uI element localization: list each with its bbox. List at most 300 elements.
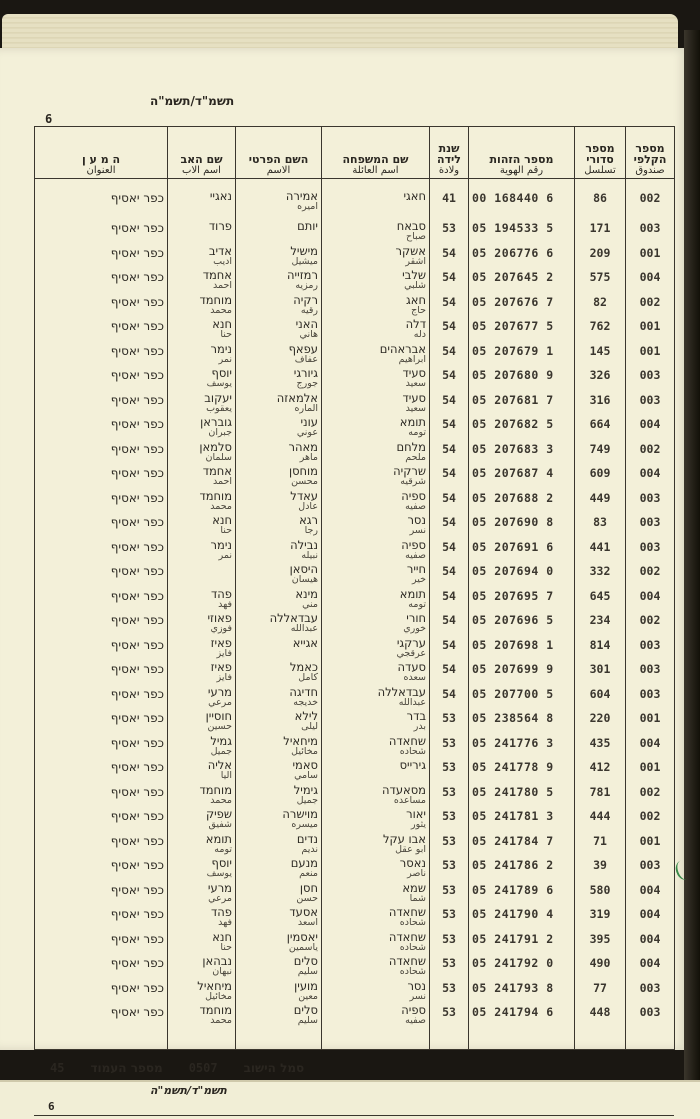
table-row — [35, 246, 675, 271]
box-no-cell: 004 — [626, 417, 675, 442]
locality-code: 0507 — [188, 1061, 218, 1075]
father-name-cell: תומא تومه — [168, 834, 236, 859]
header-box-no: מספר הקלפי صندوق — [626, 127, 675, 179]
id-no-cell: 05 207682 5 — [469, 417, 575, 442]
first-name-cell: יאסמין ياسمين — [236, 932, 322, 957]
box-no-cell: 002 — [626, 442, 675, 467]
box-no-cell: 001 — [626, 711, 675, 736]
address-cell: כפר יאסיף — [35, 956, 168, 981]
first-name-cell: מוחסן محسن — [236, 466, 322, 491]
id-no-cell: 05 241793 8 — [469, 981, 575, 1006]
family-name-cell: חאגי — [322, 179, 430, 222]
box-no-cell: 003 — [626, 368, 675, 393]
first-name-cell: מישיל ميشيل — [236, 246, 322, 271]
family-name-cell: סבאח صباح — [322, 221, 430, 246]
family-name-cell: חייר خير — [322, 564, 430, 589]
table-row — [35, 785, 675, 810]
family-name-cell: ערקגי عرقجي — [322, 638, 430, 663]
id-no-cell: 05 241790 4 — [469, 907, 575, 932]
father-name-cell: יוסף يوسف — [168, 368, 236, 393]
serial-no-cell: 604 — [575, 687, 626, 712]
box-no-cell: 003 — [626, 662, 675, 687]
birth-year-cell: 54 — [430, 295, 469, 320]
address-cell: כפר יאסיף — [35, 785, 168, 810]
serial-no-cell: 435 — [575, 736, 626, 761]
father-name-cell: סלמאן سلمان — [168, 442, 236, 467]
father-name-cell: חנא حنا — [168, 515, 236, 540]
birth-year-cell: 53 — [430, 221, 469, 246]
id-no-cell: 05 241786 2 — [469, 858, 575, 883]
family-name-cell: מסאעדה مساعده — [322, 785, 430, 810]
table-row — [35, 932, 675, 957]
birth-year-cell: 54 — [430, 246, 469, 271]
table-row — [35, 466, 675, 491]
family-name-cell: שלבי شلبي — [322, 270, 430, 295]
birth-year-cell: 54 — [430, 417, 469, 442]
family-name-cell: שחאדה شحاده — [322, 736, 430, 761]
birth-year-cell: 54 — [430, 662, 469, 687]
id-no-cell: 05 241776 3 — [469, 736, 575, 761]
box-no-cell: 003 — [626, 540, 675, 565]
address-cell: כפר יאסיף — [35, 907, 168, 932]
serial-no-cell: 781 — [575, 785, 626, 810]
id-no-cell: 05 207683 3 — [469, 442, 575, 467]
serial-no-cell: 301 — [575, 662, 626, 687]
table-row — [35, 589, 675, 614]
birth-year-cell: 53 — [430, 883, 469, 908]
first-name-cell: סאמי سامي — [236, 760, 322, 785]
family-name-cell: אשקר اشقر — [322, 246, 430, 271]
box-no-cell: 002 — [626, 613, 675, 638]
box-no-cell: 004 — [626, 956, 675, 981]
table-row — [35, 393, 675, 418]
table-row — [35, 1005, 675, 1050]
birth-year-cell: 54 — [430, 491, 469, 516]
header-id-no: מספר הזהות رقم الهوية — [469, 127, 575, 179]
father-name-cell: גובראן جبران — [168, 417, 236, 442]
box-no-cell: 003 — [626, 981, 675, 1006]
box-no-cell: 004 — [626, 907, 675, 932]
family-name-cell: תומא تومه — [322, 417, 430, 442]
father-name-cell: מוחמד محمد — [168, 491, 236, 516]
serial-no-cell: 749 — [575, 442, 626, 467]
address-cell: כפר יאסיף — [35, 442, 168, 467]
birth-year-cell: 54 — [430, 687, 469, 712]
father-name-cell: פהד فهد — [168, 907, 236, 932]
table-row — [35, 442, 675, 467]
address-cell: כפר יאסיף — [35, 981, 168, 1006]
next-page-number: 6 — [48, 1100, 55, 1113]
father-name-cell: נאגיי — [168, 179, 236, 222]
next-page-strip — [0, 1080, 700, 1119]
table-row — [35, 179, 675, 222]
serial-no-cell: 664 — [575, 417, 626, 442]
family-name-cell: חורי خوري — [322, 613, 430, 638]
birth-year-cell: 54 — [430, 466, 469, 491]
serial-no-cell: 609 — [575, 466, 626, 491]
birth-year-cell: 54 — [430, 589, 469, 614]
address-cell: כפר יאסיף — [35, 687, 168, 712]
id-no-cell: 05 207700 5 — [469, 687, 575, 712]
serial-no-cell: 490 — [575, 956, 626, 981]
first-name-cell: חדיגה خديجه — [236, 687, 322, 712]
table-row — [35, 809, 675, 834]
address-cell: כפר יאסיף — [35, 221, 168, 246]
father-name-cell: אחמד احمد — [168, 270, 236, 295]
page-number: 6 — [45, 112, 53, 126]
table-row — [35, 221, 675, 246]
first-name-cell: לילא ليلى — [236, 711, 322, 736]
serial-no-cell: 86 — [575, 179, 626, 222]
family-name-cell: סעדה سعده — [322, 662, 430, 687]
address-cell: כפר יאסיף — [35, 540, 168, 565]
birth-year-cell: 54 — [430, 638, 469, 663]
box-no-cell: 003 — [626, 491, 675, 516]
birth-year-cell: 54 — [430, 613, 469, 638]
birth-year-cell: 53 — [430, 760, 469, 785]
first-name-cell: רקיה رقيه — [236, 295, 322, 320]
box-no-cell: 004 — [626, 736, 675, 761]
next-page-title: תשמ"ד/תשמ"ה — [150, 1084, 227, 1097]
first-name-cell: מאהר ماهر — [236, 442, 322, 467]
first-name-cell: כאמל كامل — [236, 662, 322, 687]
father-name-cell: מוחמד محمد — [168, 295, 236, 320]
address-cell: כפר יאסיף — [35, 858, 168, 883]
box-no-cell: 001 — [626, 319, 675, 344]
first-name-cell: מינא مني — [236, 589, 322, 614]
first-name-cell: גיורגי جورج — [236, 368, 322, 393]
birth-year-cell: 54 — [430, 564, 469, 589]
box-no-cell: 003 — [626, 638, 675, 663]
address-cell: כפר יאסיף — [35, 344, 168, 369]
box-no-cell: 004 — [626, 270, 675, 295]
box-no-cell: 003 — [626, 515, 675, 540]
id-no-cell: 05 238564 8 — [469, 711, 575, 736]
box-no-cell: 003 — [626, 858, 675, 883]
first-name-cell: סלים سليم — [236, 1005, 322, 1050]
father-name-cell: מוחמד محمد — [168, 785, 236, 810]
address-cell: כפר יאסיף — [35, 638, 168, 663]
family-name-cell: אבו עקל ابو عقل — [322, 834, 430, 859]
family-name-cell: יאור يثور — [322, 809, 430, 834]
table-row — [35, 344, 675, 369]
father-name-cell: מיחאיל مخائيل — [168, 981, 236, 1006]
serial-no-cell: 39 — [575, 858, 626, 883]
father-name-cell: יעקוב يعقوب — [168, 393, 236, 418]
serial-no-cell: 82 — [575, 295, 626, 320]
id-no-cell: 05 207645 2 — [469, 270, 575, 295]
table-row — [35, 319, 675, 344]
address-cell: כפר יאסיף — [35, 368, 168, 393]
serial-no-cell: 580 — [575, 883, 626, 908]
family-name-cell: שחאדה شحاده — [322, 956, 430, 981]
family-name-cell: חאג حاج — [322, 295, 430, 320]
address-cell: כפר יאסיף — [35, 834, 168, 859]
father-name-cell: נימר نمر — [168, 540, 236, 565]
father-name-cell: מוחמד محمد — [168, 1005, 236, 1050]
first-name-cell: מוישרה ميسره — [236, 809, 322, 834]
address-cell: כפר יאסיף — [35, 246, 168, 271]
box-no-cell: 003 — [626, 687, 675, 712]
table-row — [35, 295, 675, 320]
first-name-cell: היסאן هيسان — [236, 564, 322, 589]
address-cell: כפר יאסיף — [35, 736, 168, 761]
id-no-cell: 05 207698 1 — [469, 638, 575, 663]
page-label: מספר העמוד — [90, 1061, 163, 1075]
table-row — [35, 883, 675, 908]
id-no-cell: 05 241794 6 — [469, 1005, 575, 1050]
address-cell: כפר יאסיף — [35, 179, 168, 222]
father-name-cell: אחמד احمد — [168, 466, 236, 491]
family-name-cell: ספיה صفيه — [322, 1005, 430, 1050]
box-no-cell: 001 — [626, 834, 675, 859]
table-row — [35, 687, 675, 712]
first-name-cell: נדים نديم — [236, 834, 322, 859]
birth-year-cell: 54 — [430, 393, 469, 418]
father-name-cell: שפיק شفيق — [168, 809, 236, 834]
address-cell: כפר יאסיף — [35, 295, 168, 320]
box-no-cell: 004 — [626, 466, 675, 491]
table-row — [35, 760, 675, 785]
box-no-cell: 002 — [626, 564, 675, 589]
birth-year-cell: 53 — [430, 809, 469, 834]
family-name-cell: שמא شما — [322, 883, 430, 908]
address-cell: כפר יאסיף — [35, 564, 168, 589]
first-name-cell: סלים سليم — [236, 956, 322, 981]
box-no-cell: 001 — [626, 344, 675, 369]
father-name-cell: יוסף يوسف — [168, 858, 236, 883]
first-name-cell: גימיל جميل — [236, 785, 322, 810]
table-row — [35, 491, 675, 516]
box-no-cell: 002 — [626, 785, 675, 810]
header-father-name: שם האב اسم الاب — [168, 127, 236, 179]
serial-no-cell: 145 — [575, 344, 626, 369]
father-name-cell: חנא حنا — [168, 932, 236, 957]
table-row — [35, 858, 675, 883]
box-no-cell: 003 — [626, 1005, 675, 1050]
serial-no-cell: 395 — [575, 932, 626, 957]
address-cell: כפר יאסיף — [35, 515, 168, 540]
serial-no-cell: 448 — [575, 1005, 626, 1050]
table-row — [35, 270, 675, 295]
box-no-cell: 003 — [626, 393, 675, 418]
birth-year-cell: 54 — [430, 442, 469, 467]
locality-label: סמל הישוב — [243, 1061, 305, 1075]
birth-year-cell: 53 — [430, 956, 469, 981]
table-row — [35, 662, 675, 687]
serial-no-cell: 412 — [575, 760, 626, 785]
family-name-cell: בדר بدر — [322, 711, 430, 736]
box-no-cell: 004 — [626, 932, 675, 957]
id-no-cell: 05 194533 5 — [469, 221, 575, 246]
box-no-cell: 003 — [626, 221, 675, 246]
serial-no-cell: 83 — [575, 515, 626, 540]
header-first-name: השם הפרטי الاسم — [236, 127, 322, 179]
family-name-cell: שחאדה شحاده — [322, 932, 430, 957]
father-name-cell: גמיל جميل — [168, 736, 236, 761]
page-footer — [50, 1061, 400, 1075]
table-row — [35, 540, 675, 565]
id-no-cell: 00 168440 6 — [469, 179, 575, 222]
binding-shadow — [684, 30, 700, 1117]
table-row — [35, 515, 675, 540]
birth-year-cell: 41 — [430, 179, 469, 222]
first-name-cell: נבילה نبيله — [236, 540, 322, 565]
table-row — [35, 564, 675, 589]
table-row — [35, 956, 675, 981]
serial-no-cell: 234 — [575, 613, 626, 638]
serial-no-cell: 171 — [575, 221, 626, 246]
birth-year-cell: 54 — [430, 270, 469, 295]
address-cell: כפר יאסיף — [35, 711, 168, 736]
father-name-cell: נבהאן نبهان — [168, 956, 236, 981]
serial-no-cell: 71 — [575, 834, 626, 859]
birth-year-cell: 54 — [430, 540, 469, 565]
address-cell: כפר יאסיף — [35, 613, 168, 638]
birth-year-cell: 53 — [430, 736, 469, 761]
birth-year-cell: 53 — [430, 834, 469, 859]
first-name-cell: אמירה اميره — [236, 179, 322, 222]
serial-no-cell: 209 — [575, 246, 626, 271]
family-name-cell: עבדאללה عبدالله — [322, 687, 430, 712]
father-name-cell: פרוד — [168, 221, 236, 246]
address-cell: כפר יאסיף — [35, 1005, 168, 1050]
address-cell: כפר יאסיף — [35, 393, 168, 418]
serial-no-cell: 77 — [575, 981, 626, 1006]
family-name-cell: תומא تومه — [322, 589, 430, 614]
birth-year-cell: 54 — [430, 319, 469, 344]
address-cell: כפר יאסיף — [35, 319, 168, 344]
id-no-cell: 05 206776 6 — [469, 246, 575, 271]
first-name-cell: מנעם منعم — [236, 858, 322, 883]
id-no-cell: 05 207677 5 — [469, 319, 575, 344]
table-header-row — [35, 127, 675, 179]
box-no-cell: 002 — [626, 809, 675, 834]
first-name-cell: מועין معين — [236, 981, 322, 1006]
id-no-cell: 05 241784 7 — [469, 834, 575, 859]
box-no-cell: 001 — [626, 246, 675, 271]
family-name-cell: אבראהים ابراهيم — [322, 344, 430, 369]
id-no-cell: 05 241778 9 — [469, 760, 575, 785]
header-birth-year: שנת לידה ولادة — [430, 127, 469, 179]
address-cell: כפר יאסיף — [35, 932, 168, 957]
id-no-cell: 05 207690 8 — [469, 515, 575, 540]
birth-year-cell: 53 — [430, 711, 469, 736]
box-no-cell: 004 — [626, 589, 675, 614]
serial-no-cell: 316 — [575, 393, 626, 418]
table-body — [35, 179, 675, 1050]
id-no-cell: 05 207687 4 — [469, 466, 575, 491]
serial-no-cell: 762 — [575, 319, 626, 344]
first-name-cell: האני هاني — [236, 319, 322, 344]
first-name-cell: אלמאזה الماره — [236, 393, 322, 418]
father-name-cell: מרעי مرعي — [168, 687, 236, 712]
first-name-cell: רמזייה رمزيه — [236, 270, 322, 295]
id-no-cell: 05 207680 9 — [469, 368, 575, 393]
page-title: תשמ"ד/תשמ"ה — [150, 94, 235, 108]
birth-year-cell: 54 — [430, 515, 469, 540]
id-no-cell: 05 207679 1 — [469, 344, 575, 369]
first-name-cell: מיחאיל مخائيل — [236, 736, 322, 761]
first-name-cell: רגא رجا — [236, 515, 322, 540]
table-row — [35, 638, 675, 663]
id-no-cell: 05 207691 6 — [469, 540, 575, 565]
first-name-cell: עפאף عفاف — [236, 344, 322, 369]
father-name-cell: פאוזי فوزي — [168, 613, 236, 638]
family-name-cell: גירייס — [322, 760, 430, 785]
family-name-cell: סעיד سعيد — [322, 393, 430, 418]
box-no-cell: 001 — [626, 760, 675, 785]
serial-no-cell: 332 — [575, 564, 626, 589]
table-row — [35, 834, 675, 859]
father-name-cell: פאיז فايز — [168, 662, 236, 687]
first-name-cell: עוני عوني — [236, 417, 322, 442]
family-name-cell: נאסר ناصر — [322, 858, 430, 883]
id-no-cell: 05 207696 5 — [469, 613, 575, 638]
first-name-cell: עבדאללה عبدالله — [236, 613, 322, 638]
birth-year-cell: 54 — [430, 368, 469, 393]
table-row — [35, 613, 675, 638]
id-no-cell: 05 241789 6 — [469, 883, 575, 908]
serial-no-cell: 575 — [575, 270, 626, 295]
family-name-cell: ספיה صفيه — [322, 540, 430, 565]
first-name-cell: חסן حسن — [236, 883, 322, 908]
birth-year-cell: 53 — [430, 1005, 469, 1050]
family-name-cell: נסר نسر — [322, 981, 430, 1006]
family-name-cell: סעיד سعيد — [322, 368, 430, 393]
first-name-cell: אסעד اسعد — [236, 907, 322, 932]
address-cell: כפר יאסיף — [35, 466, 168, 491]
family-name-cell: שרקיה شرقيه — [322, 466, 430, 491]
table-row — [35, 981, 675, 1006]
id-no-cell: 05 241781 3 — [469, 809, 575, 834]
father-name-cell: אדיב اديب — [168, 246, 236, 271]
birth-year-cell: 53 — [430, 981, 469, 1006]
first-name-cell: יותם — [236, 221, 322, 246]
first-name-cell: אגייא — [236, 638, 322, 663]
birth-year-cell: 53 — [430, 907, 469, 932]
serial-no-cell: 645 — [575, 589, 626, 614]
header-serial-no: מספר סדורי تسلسل — [575, 127, 626, 179]
address-cell: כפר יאסיף — [35, 809, 168, 834]
birth-year-cell: 54 — [430, 344, 469, 369]
voter-register-table — [34, 126, 675, 1050]
serial-no-cell: 326 — [575, 368, 626, 393]
id-no-cell: 05 207688 2 — [469, 491, 575, 516]
header-address: ה מ ע ן العنوان — [35, 127, 168, 179]
family-name-cell: מלחם ملحم — [322, 442, 430, 467]
birth-year-cell: 53 — [430, 785, 469, 810]
family-name-cell: דלה دله — [322, 319, 430, 344]
address-cell: כפר יאסיף — [35, 589, 168, 614]
page-value: 45 — [50, 1061, 65, 1075]
id-no-cell: 05 207695 7 — [469, 589, 575, 614]
birth-year-cell: 53 — [430, 932, 469, 957]
serial-no-cell: 441 — [575, 540, 626, 565]
serial-no-cell: 319 — [575, 907, 626, 932]
table-row — [35, 711, 675, 736]
id-no-cell: 05 241780 5 — [469, 785, 575, 810]
table-row — [35, 736, 675, 761]
box-no-cell: 002 — [626, 295, 675, 320]
header-family-name: שם המשפחה اسم العائلة — [322, 127, 430, 179]
next-page-table-edge — [34, 1115, 674, 1116]
table-row — [35, 907, 675, 932]
first-name-cell: עאדל عادل — [236, 491, 322, 516]
address-cell: כפר יאסיף — [35, 417, 168, 442]
id-no-cell: 05 241791 2 — [469, 932, 575, 957]
family-name-cell: שחאדה شحاده — [322, 907, 430, 932]
